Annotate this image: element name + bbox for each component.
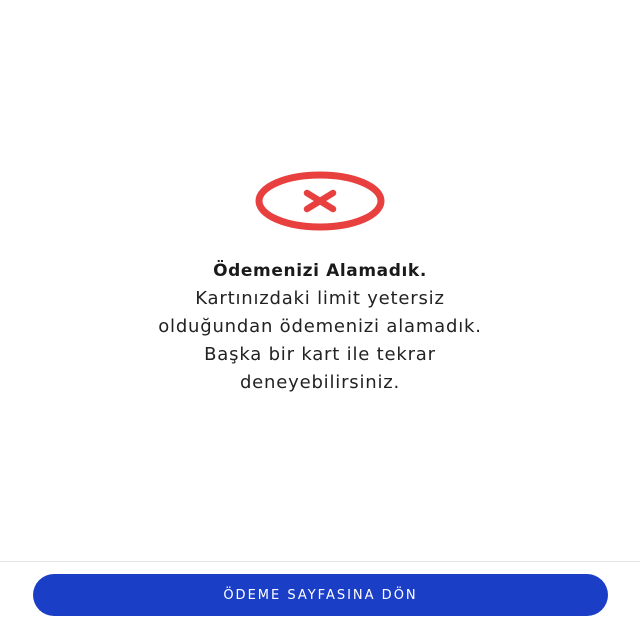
return-to-payment-button[interactable]: ÖDEME SAYFASINA DÖN xyxy=(33,574,608,616)
error-message-block xyxy=(0,258,640,397)
error-title: Ödemenizi Alamadık. xyxy=(213,261,427,281)
error-description-line: olduğundan ödemenizi alamadık. xyxy=(158,316,482,337)
error-description-line: Kartınızdaki limit yetersiz xyxy=(195,288,445,309)
error-x-icon xyxy=(255,171,385,231)
error-description xyxy=(60,285,580,397)
footer-divider xyxy=(0,561,640,562)
error-description-line: Başka bir kart ile tekrar xyxy=(204,344,436,365)
error-description-line: deneyebilirsiniz. xyxy=(239,372,401,393)
